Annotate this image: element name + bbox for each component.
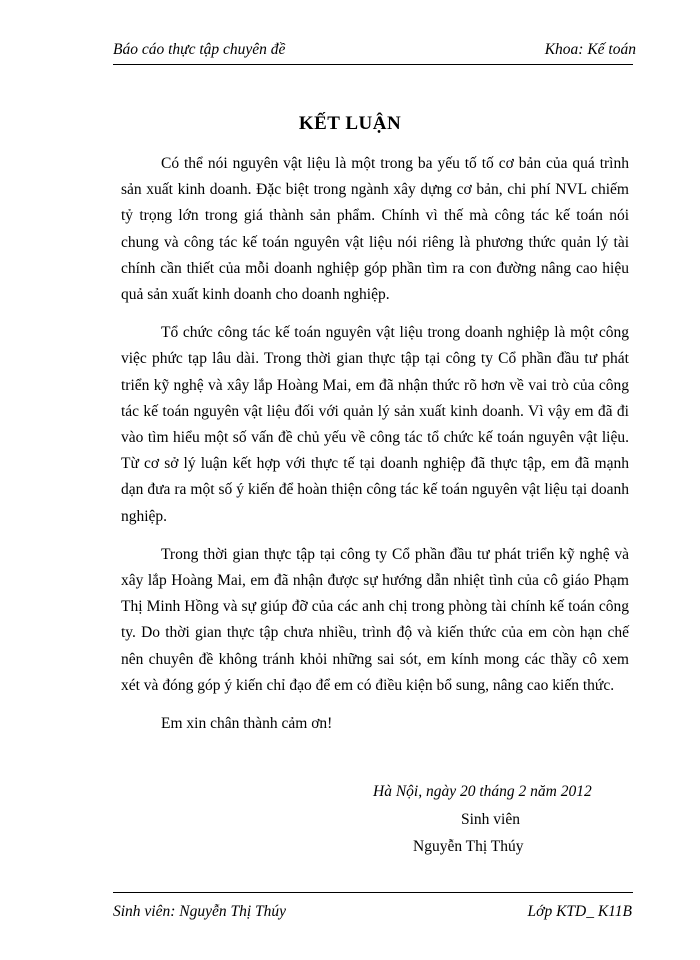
signature-role: Sinh viên (461, 811, 520, 828)
page-title: KẾT LUẬN (298, 113, 402, 134)
footer-class: Lớp KTD_ K11B (527, 903, 632, 920)
paragraph-1: Có thể nói nguyên vật liệu là một trong ba yếu tố tố cơ bản của quá trình sản xuất kinh doanh. Đặc biệt trong ngành xây dựng cơ bản, chi phí NVL chiếm tỷ trọng lớn trong giá thành sản phẩm. Chính vì thế mà công tác kế toán nói chung và công tác kế toán nguyên vật liệu nói riêng là phương thức quản lý tài chính cần thiết của mỗi doanh nghiệp góp phần tìm ra con đường nâng cao hiệu quả sản xuất kinh doanh cho doanh nghiệp. (121, 155, 629, 304)
paragraph-2: Tổ chức công tác kế toán nguyên vật liệu trong doanh nghiệp là một công việc phức tạp lâu dài. Trong thời gian thực tập tại công ty Cổ phần đầu tư phát triển kỹ nghệ và xây lắp Hoàng Mai, em đã nhận thức rõ hơn về vai trò của công tác kế toán nguyên vật liệu đối với quản lý sản xuất kinh doanh. Vì vậy em đã đi vào tìm hiểu một số vấn đề chủ yếu về công tác tổ chức kế toán nguyên vật liệu. Từ cơ sở lý luận kết hợp với thực tế tại doanh nghiệp đã thực tập, em đã mạnh dạn đưa ra một số ý kiến để hoàn thiện công tác kế toán nguyên vật liệu tại doanh nghiệp. (121, 324, 629, 525)
signature-name: Nguyễn Thị Thúy (413, 838, 524, 855)
conclusion-body (121, 151, 629, 737)
header-divider (113, 64, 633, 65)
signature-date: Hà Nội, ngày 20 tháng 2 năm 2012 (373, 783, 592, 800)
paragraph-3: Trong thời gian thực tập tại công ty Cổ phần đầu tư phát triển kỹ nghệ và xây lắp Hoàng Mai, em đã nhận được sự hướng dẫn nhiệt tình của cô giáo Phạm Thị Minh Hồng và sự giúp đỡ của các anh chị trong phòng tài chính kế toán công ty. Do thời gian thực tập chưa nhiều, trình độ và kiến thức của em còn hạn chế nên chuyên đề không tránh khỏi những sai sót, em kính mong các thầy cô xem xét và đóng góp ý kiến chỉ đạo để em có điều kiện bổ sung, nâng cao kiến thức. (121, 545, 629, 694)
header-department: Khoa: Kế toán (544, 41, 636, 58)
header-report-title: Báo cáo thực tập chuyên đề (113, 41, 286, 58)
footer-student: Sinh viên: Nguyễn Thị Thúy (113, 903, 287, 920)
footer-divider (113, 892, 633, 893)
thanks-line: Em xin chân thành cảm ơn! (161, 715, 333, 733)
